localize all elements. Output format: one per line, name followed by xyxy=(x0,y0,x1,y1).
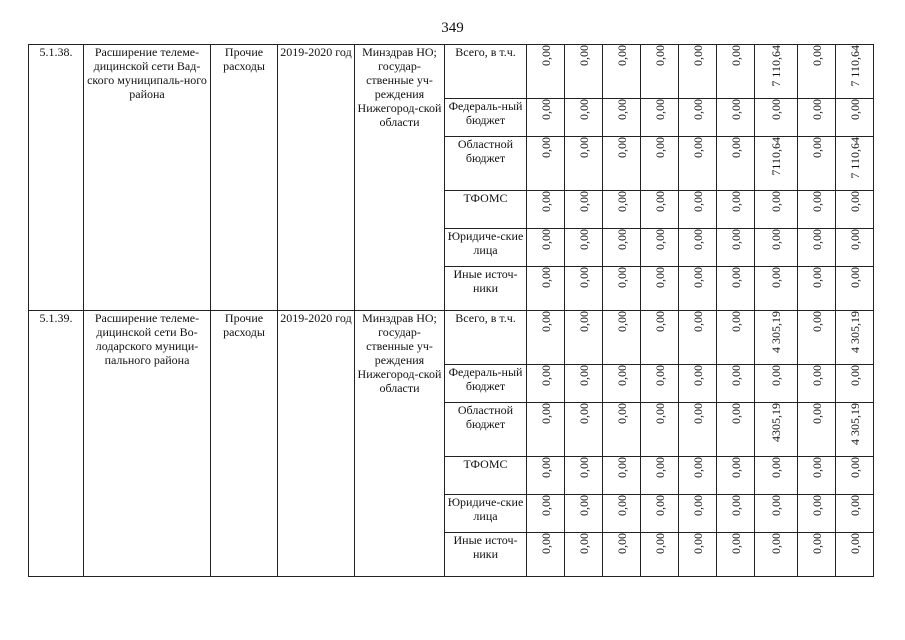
value-cell xyxy=(717,267,755,311)
project-executor: Минздрав НО; государ-ственные уч-реждения Нижегород-ской области xyxy=(355,311,445,577)
value-cell xyxy=(527,495,565,533)
value-text: 0,00 xyxy=(809,311,824,332)
value-text: 0,00 xyxy=(652,311,667,332)
value-cell xyxy=(603,137,641,191)
value-cell xyxy=(717,137,755,191)
value-text: 7 110,64 xyxy=(847,45,862,87)
value-cell xyxy=(755,403,798,457)
value-cell xyxy=(679,137,717,191)
value-cell xyxy=(755,45,798,99)
value-text: 0,00 xyxy=(576,495,591,516)
value-text: 0,00 xyxy=(538,311,553,332)
value-cell xyxy=(798,457,836,495)
value-text: 0,00 xyxy=(614,311,629,332)
value-text: 0,00 xyxy=(614,137,629,158)
value-text: 0,00 xyxy=(614,533,629,554)
value-text: 0,00 xyxy=(538,403,553,424)
value-text: 0,00 xyxy=(690,99,705,120)
value-cell xyxy=(565,311,603,365)
value-text: 0,00 xyxy=(614,191,629,212)
value-cell xyxy=(565,495,603,533)
value-text: 0,00 xyxy=(538,229,553,250)
funding-source: ТФОМС xyxy=(445,457,527,495)
value-cell xyxy=(565,533,603,577)
value-text: 0,00 xyxy=(538,137,553,158)
value-cell xyxy=(798,45,836,99)
value-text: 0,00 xyxy=(690,495,705,516)
value-cell xyxy=(603,457,641,495)
project-name: Расширение телеме-дицинской сети Вад-ского муниципаль-ного района xyxy=(84,45,211,311)
funding-source: Федераль-ный бюджет xyxy=(445,99,527,137)
value-cell xyxy=(836,403,874,457)
value-text: 0,00 xyxy=(690,191,705,212)
value-text: 0,00 xyxy=(538,267,553,288)
value-text: 0,00 xyxy=(809,533,824,554)
value-cell xyxy=(836,311,874,365)
value-cell xyxy=(527,229,565,267)
value-cell xyxy=(641,45,679,99)
value-cell xyxy=(798,137,836,191)
funding-source: Всего, в т.ч. xyxy=(445,311,527,365)
value-cell xyxy=(527,457,565,495)
value-cell xyxy=(798,99,836,137)
value-cell xyxy=(679,191,717,229)
value-cell xyxy=(679,495,717,533)
value-text: 0,00 xyxy=(728,311,743,332)
value-cell xyxy=(527,99,565,137)
value-cell xyxy=(717,229,755,267)
value-cell xyxy=(717,191,755,229)
value-text: 0,00 xyxy=(652,45,667,66)
value-cell xyxy=(679,229,717,267)
value-cell xyxy=(641,137,679,191)
value-cell xyxy=(527,533,565,577)
value-cell xyxy=(798,533,836,577)
page-number: 349 xyxy=(441,20,464,36)
project-period: 2019-2020 год xyxy=(278,311,355,577)
value-text: 0,00 xyxy=(769,457,783,478)
value-text: 4305,19 xyxy=(769,403,783,442)
value-cell xyxy=(565,45,603,99)
value-text: 0,00 xyxy=(614,495,629,516)
value-text: 0,00 xyxy=(576,191,591,212)
value-text: 0,00 xyxy=(728,403,743,424)
value-text: 0,00 xyxy=(728,365,743,386)
value-text: 0,00 xyxy=(576,45,591,66)
value-cell xyxy=(798,229,836,267)
value-cell xyxy=(527,365,565,403)
value-text: 0,00 xyxy=(614,267,629,288)
value-text: 0,00 xyxy=(847,533,862,554)
value-text: 0,00 xyxy=(809,191,824,212)
value-cell xyxy=(836,365,874,403)
value-text: 0,00 xyxy=(538,457,553,478)
value-text: 0,00 xyxy=(809,267,824,288)
value-cell xyxy=(755,533,798,577)
value-text: 7110,64 xyxy=(769,137,783,176)
value-text: 0,00 xyxy=(614,365,629,386)
value-cell xyxy=(641,365,679,403)
value-cell xyxy=(641,311,679,365)
funding-source: Федераль-ный бюджет xyxy=(445,365,527,403)
value-cell xyxy=(836,229,874,267)
value-cell xyxy=(755,137,798,191)
value-text: 0,00 xyxy=(652,457,667,478)
value-text: 0,00 xyxy=(769,191,783,212)
value-text: 0,00 xyxy=(614,229,629,250)
value-cell xyxy=(755,365,798,403)
value-text: 0,00 xyxy=(652,137,667,158)
value-text: 0,00 xyxy=(576,137,591,158)
value-cell xyxy=(679,267,717,311)
value-cell xyxy=(603,311,641,365)
value-cell xyxy=(641,457,679,495)
project-period: 2019-2020 год xyxy=(278,45,355,311)
value-cell xyxy=(603,267,641,311)
value-cell xyxy=(836,191,874,229)
value-cell xyxy=(603,191,641,229)
value-cell xyxy=(527,45,565,99)
value-cell xyxy=(565,191,603,229)
project-number: 5.1.39. xyxy=(29,311,84,577)
value-text: 0,00 xyxy=(847,365,862,386)
value-cell xyxy=(565,403,603,457)
value-text: 0,00 xyxy=(538,495,553,516)
value-text: 0,00 xyxy=(809,495,824,516)
value-text: 0,00 xyxy=(769,365,783,386)
value-cell xyxy=(603,403,641,457)
value-text: 0,00 xyxy=(576,267,591,288)
value-text: 0,00 xyxy=(652,191,667,212)
value-text: 0,00 xyxy=(538,365,553,386)
value-cell xyxy=(603,495,641,533)
value-cell xyxy=(679,365,717,403)
value-text: 0,00 xyxy=(690,365,705,386)
value-cell xyxy=(565,99,603,137)
value-text: 0,00 xyxy=(728,229,743,250)
value-cell xyxy=(641,229,679,267)
value-cell xyxy=(679,45,717,99)
value-text: 0,00 xyxy=(690,45,705,66)
value-cell xyxy=(603,229,641,267)
value-cell xyxy=(836,137,874,191)
value-text: 0,00 xyxy=(769,533,783,554)
value-text: 0,00 xyxy=(728,533,743,554)
value-text: 0,00 xyxy=(576,533,591,554)
value-cell xyxy=(679,403,717,457)
value-text: 4 305,19 xyxy=(847,403,862,445)
value-text: 0,00 xyxy=(847,99,862,120)
value-text: 0,00 xyxy=(652,365,667,386)
value-cell xyxy=(717,311,755,365)
value-text: 0,00 xyxy=(769,99,783,120)
value-text: 0,00 xyxy=(769,267,783,288)
value-text: 0,00 xyxy=(690,457,705,478)
value-cell xyxy=(798,191,836,229)
value-text: 0,00 xyxy=(847,495,862,516)
value-cell xyxy=(603,533,641,577)
value-cell xyxy=(679,311,717,365)
project-number: 5.1.38. xyxy=(29,45,84,311)
value-cell xyxy=(798,365,836,403)
value-text: 0,00 xyxy=(538,45,553,66)
value-text: 0,00 xyxy=(847,191,862,212)
value-text: 0,00 xyxy=(809,403,824,424)
funding-source: Юридиче-ские лица xyxy=(445,229,527,267)
value-text: 0,00 xyxy=(576,365,591,386)
value-text: 0,00 xyxy=(538,99,553,120)
value-text: 0,00 xyxy=(690,533,705,554)
value-cell xyxy=(798,267,836,311)
value-cell xyxy=(641,191,679,229)
value-text: 0,00 xyxy=(728,457,743,478)
funding-source: Юридиче-ские лица xyxy=(445,495,527,533)
value-cell xyxy=(755,457,798,495)
value-cell xyxy=(641,99,679,137)
value-cell xyxy=(603,45,641,99)
value-text: 0,00 xyxy=(652,229,667,250)
value-cell xyxy=(836,45,874,99)
value-text: 0,00 xyxy=(769,495,783,516)
value-text: 0,00 xyxy=(652,403,667,424)
value-cell xyxy=(527,267,565,311)
value-text: 0,00 xyxy=(652,495,667,516)
value-text: 0,00 xyxy=(809,229,824,250)
value-text: 0,00 xyxy=(576,99,591,120)
value-text: 0,00 xyxy=(728,191,743,212)
value-text: 0,00 xyxy=(576,229,591,250)
value-cell xyxy=(565,137,603,191)
value-cell xyxy=(836,99,874,137)
value-text: 0,00 xyxy=(614,99,629,120)
value-cell xyxy=(755,495,798,533)
value-cell xyxy=(641,533,679,577)
value-cell xyxy=(755,267,798,311)
value-text: 0,00 xyxy=(690,267,705,288)
value-text: 0,00 xyxy=(652,533,667,554)
value-cell xyxy=(836,457,874,495)
value-text: 0,00 xyxy=(809,457,824,478)
value-cell xyxy=(755,191,798,229)
value-text: 0,00 xyxy=(690,311,705,332)
value-text: 0,00 xyxy=(652,267,667,288)
value-cell xyxy=(836,533,874,577)
value-text: 0,00 xyxy=(728,45,743,66)
value-cell xyxy=(641,267,679,311)
value-text: 0,00 xyxy=(847,457,862,478)
value-cell xyxy=(679,533,717,577)
value-cell xyxy=(717,99,755,137)
value-cell xyxy=(717,495,755,533)
value-cell xyxy=(717,365,755,403)
value-cell xyxy=(565,365,603,403)
value-text: 4 305,19 xyxy=(847,311,862,353)
value-cell xyxy=(717,457,755,495)
value-cell xyxy=(798,311,836,365)
value-cell xyxy=(603,99,641,137)
value-text: 0,00 xyxy=(690,403,705,424)
value-cell xyxy=(755,311,798,365)
value-text: 7 110,64 xyxy=(769,45,783,87)
value-cell xyxy=(603,365,641,403)
value-text: 0,00 xyxy=(538,191,553,212)
value-text: 0,00 xyxy=(809,45,824,66)
value-cell xyxy=(565,267,603,311)
budget-table xyxy=(28,44,874,577)
value-text: 7 110,64 xyxy=(847,137,862,179)
value-text: 0,00 xyxy=(576,457,591,478)
table-row xyxy=(29,311,874,365)
funding-source: Областной бюджет xyxy=(445,403,527,457)
funding-source: ТФОМС xyxy=(445,191,527,229)
value-cell xyxy=(798,495,836,533)
value-text: 0,00 xyxy=(690,229,705,250)
value-text: 0,00 xyxy=(690,137,705,158)
value-text: 0,00 xyxy=(728,267,743,288)
table-row xyxy=(29,45,874,99)
value-cell xyxy=(527,137,565,191)
value-text: 0,00 xyxy=(728,495,743,516)
value-text: 0,00 xyxy=(769,229,783,250)
project-name: Расширение телеме-дицинской сети Во-лодарского муници-пального района xyxy=(84,311,211,577)
value-text: 0,00 xyxy=(809,365,824,386)
project-executor: Минздрав НО; государ-ственные уч-реждения Нижегород-ской области xyxy=(355,45,445,311)
value-cell xyxy=(641,403,679,457)
value-cell xyxy=(527,403,565,457)
value-text: 0,00 xyxy=(809,99,824,120)
value-text: 4 305,19 xyxy=(769,311,783,353)
value-cell xyxy=(565,457,603,495)
value-cell xyxy=(717,533,755,577)
funding-source: Иные источ-ники xyxy=(445,267,527,311)
value-text: 0,00 xyxy=(847,229,862,250)
value-text: 0,00 xyxy=(576,311,591,332)
value-cell xyxy=(717,45,755,99)
value-cell xyxy=(527,191,565,229)
value-text: 0,00 xyxy=(809,137,824,158)
value-cell xyxy=(836,267,874,311)
funding-source: Всего, в т.ч. xyxy=(445,45,527,99)
value-cell xyxy=(717,403,755,457)
value-text: 0,00 xyxy=(538,533,553,554)
funding-source: Областной бюджет xyxy=(445,137,527,191)
value-cell xyxy=(527,311,565,365)
expense-category: Прочие расходы xyxy=(211,45,278,311)
value-cell xyxy=(565,229,603,267)
value-cell xyxy=(755,99,798,137)
value-text: 0,00 xyxy=(614,457,629,478)
value-text: 0,00 xyxy=(576,403,591,424)
value-cell xyxy=(679,457,717,495)
value-text: 0,00 xyxy=(614,45,629,66)
value-cell xyxy=(755,229,798,267)
funding-source: Иные источ-ники xyxy=(445,533,527,577)
value-text: 0,00 xyxy=(728,99,743,120)
value-cell xyxy=(798,403,836,457)
value-text: 0,00 xyxy=(614,403,629,424)
value-cell xyxy=(679,99,717,137)
expense-category: Прочие расходы xyxy=(211,311,278,577)
value-text: 0,00 xyxy=(652,99,667,120)
value-text: 0,00 xyxy=(728,137,743,158)
value-cell xyxy=(836,495,874,533)
value-cell xyxy=(641,495,679,533)
value-text: 0,00 xyxy=(847,267,862,288)
